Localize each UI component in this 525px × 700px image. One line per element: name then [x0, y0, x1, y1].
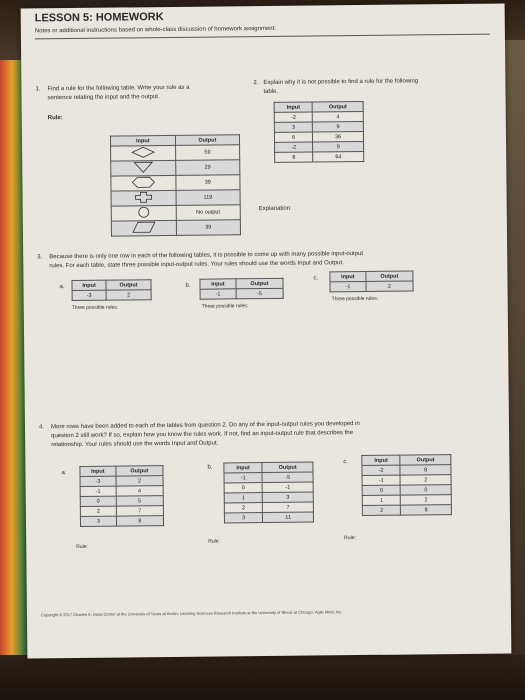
- q4c-letter: c.: [343, 459, 349, 466]
- table-row: [80, 516, 163, 527]
- table-cell: 8: [116, 516, 163, 526]
- q3-text-line1: Because there is only one row in each of the following tables, it is possible to come up with many possible input-output: [49, 250, 364, 261]
- table-cell: 2: [80, 506, 116, 516]
- table-row: [224, 512, 313, 523]
- q2-explanation-label: Explanation:: [258, 205, 292, 213]
- hexagon-shape-cell: [111, 175, 176, 191]
- table-cell: 8: [400, 465, 451, 476]
- q4b-letter: b.: [207, 464, 213, 471]
- table-header: Output: [366, 271, 413, 281]
- parallelogram-shape-cell: [111, 220, 176, 236]
- diamond-shape-cell: [111, 145, 176, 161]
- table-cell: 3: [274, 122, 313, 132]
- table-cell: 39: [176, 175, 240, 191]
- table-header: Input: [110, 135, 175, 146]
- cross-shape-cell: [111, 190, 176, 206]
- table-row: [111, 220, 240, 236]
- lesson-title: LESSON 5: HOMEWORK: [34, 11, 164, 25]
- table-header: Output: [262, 462, 313, 473]
- q3-text-line2: rules. For each table, state three possible input-output rules. Your rules should use the words Input and Output.: [49, 260, 344, 270]
- q3c-table: [329, 270, 413, 292]
- table-cell: 0: [224, 483, 263, 493]
- q4b-table: [223, 462, 314, 524]
- hexagon-icon: [131, 176, 155, 188]
- table-header: Output: [236, 278, 283, 288]
- table-cell: 2: [116, 476, 163, 486]
- q4-number: 4.: [38, 424, 45, 431]
- q1-number: 1.: [35, 86, 41, 93]
- q4a-letter: a.: [61, 470, 67, 477]
- q2-text-line2: table.: [263, 88, 279, 96]
- table-cell: No output: [176, 205, 240, 221]
- table-row: [111, 160, 240, 176]
- table-row: [275, 151, 364, 162]
- table-cell: 2: [106, 290, 151, 300]
- q3c-rules-label: Three possible rules:: [331, 295, 379, 303]
- table-cell: 3: [80, 516, 116, 526]
- table-row: [111, 145, 240, 161]
- table-row: [362, 505, 451, 516]
- table-cell: -3: [80, 476, 116, 486]
- q4a-table: [79, 465, 164, 527]
- q4c-table: [361, 454, 452, 516]
- q3b-letter: b.: [185, 282, 191, 289]
- table-cell: 6: [274, 132, 313, 142]
- table-row: [200, 288, 283, 299]
- q4-text-line3: relationship. Your rules should use the words Input and Output.: [51, 440, 219, 449]
- q1-text-line2: sentence relating the input and the output.: [47, 94, 160, 102]
- table-cell: -1: [80, 486, 116, 496]
- table-header: Output: [116, 466, 163, 476]
- q1-rule-label: Rule:: [47, 115, 63, 122]
- table-header: Input: [330, 271, 366, 281]
- table-row: [111, 205, 240, 221]
- copyright-footer: Copyright © 2017 Charles A. Dana Center at the University of Texas at Austin, Learning Sciences Research Institute at the University of Illinois at Chicago, Agile Mind, Inc.: [40, 609, 343, 618]
- table-row: [330, 281, 413, 292]
- q2-text-line1: Explain why it is not possible to find a rule for the following: [263, 78, 419, 87]
- circle-icon: [132, 206, 156, 218]
- table-row: [111, 175, 240, 191]
- q2-table: [274, 101, 365, 163]
- table-header: Input: [80, 466, 116, 476]
- parallelogram-icon: [132, 221, 156, 233]
- table-cell: 0: [362, 485, 401, 495]
- table-cell: 0: [80, 496, 116, 506]
- q4-text-line2: question 2 still work? If so, explain how you know the rules work. If not, find an input-output rule that describes the: [51, 430, 353, 440]
- q3-number: 3.: [37, 254, 43, 261]
- table-cell: 59: [175, 145, 239, 161]
- table-cell: 119: [176, 190, 240, 206]
- table-cell: 9: [313, 141, 364, 152]
- table-cell: 8: [275, 152, 314, 162]
- table-row: [111, 190, 240, 206]
- table-cell: 1: [362, 495, 401, 505]
- table-cell: -2: [275, 142, 314, 152]
- triangle-shape-cell: [111, 160, 176, 176]
- table-header: Input: [72, 280, 106, 290]
- table-cell: 64: [313, 151, 364, 162]
- table-row: [72, 290, 151, 301]
- table-cell: 8: [401, 505, 452, 516]
- table-header: Output: [106, 280, 151, 290]
- table-cell: 2: [401, 495, 452, 506]
- table-cell: 29: [175, 160, 239, 176]
- table-cell: 2: [362, 505, 401, 515]
- table-cell: -2: [274, 112, 313, 122]
- table-cell: -1: [362, 475, 401, 485]
- table-cell: 5: [116, 496, 163, 506]
- diamond-icon: [131, 146, 155, 158]
- table-cell: 1: [224, 493, 263, 503]
- table-header: Output: [400, 455, 451, 466]
- circle-shape-cell: [111, 205, 176, 221]
- q3a-table: [71, 279, 151, 301]
- table-header: Input: [224, 463, 263, 473]
- table-header: Output: [313, 101, 364, 112]
- table-cell: 11: [263, 512, 314, 523]
- table-cell: 9: [313, 121, 364, 132]
- table-cell: 2: [400, 475, 451, 486]
- q2-number: 2.: [253, 80, 259, 87]
- q1-table: [110, 134, 241, 236]
- table-cell: 4: [313, 111, 364, 122]
- table-cell: 3: [263, 492, 314, 503]
- table-cell: -2: [362, 465, 401, 475]
- triangle-icon: [131, 161, 155, 173]
- table-header: Input: [274, 102, 313, 112]
- q4c-rule-label: Rule:: [344, 535, 356, 542]
- table-cell: -3: [72, 290, 106, 300]
- q3a-letter: a.: [59, 284, 65, 291]
- table-cell: -1: [330, 281, 366, 291]
- q3b-table: [199, 278, 283, 300]
- notes-line: Notes or additional instructions based on whole-class discussion of homework assignment:: [34, 25, 276, 35]
- table-header: Output: [175, 135, 239, 146]
- q4a-rule-label: Rule:: [76, 543, 88, 550]
- table-header: Input: [200, 279, 236, 289]
- table-cell: -1: [262, 482, 313, 493]
- table-cell: 7: [263, 502, 314, 513]
- notes-divider: [35, 34, 490, 40]
- background-bottom: [0, 655, 525, 700]
- table-cell: -1: [224, 473, 263, 483]
- q1-text-line1: Find a rule for the following table. Write your rule as a: [47, 84, 190, 93]
- table-cell: 2: [366, 281, 413, 291]
- table-cell: 0: [401, 485, 452, 496]
- table-cell: 4: [116, 486, 163, 496]
- table-header: Input: [362, 455, 401, 465]
- q3b-rules-label: Three possible rules:: [201, 303, 249, 310]
- q3a-rules-label: Three possible rules:: [71, 304, 119, 312]
- table-cell: 2: [224, 503, 263, 513]
- worksheet-page: [21, 3, 512, 658]
- q4-text-line1: More rows have been added to each of the tables from question 2. Do any of the input-output rules you developed in: [50, 421, 360, 431]
- table-cell: 36: [313, 131, 364, 142]
- table-cell: 7: [116, 506, 163, 516]
- table-cell: 3: [224, 513, 263, 523]
- table-cell: 39: [176, 220, 240, 236]
- cross-shape-icon: [131, 191, 155, 203]
- table-cell: -5: [236, 288, 283, 298]
- q4b-rule-label: Rule:: [208, 538, 220, 545]
- table-cell: -5: [262, 472, 313, 483]
- table-cell: -1: [200, 289, 236, 299]
- q3c-letter: c.: [313, 275, 319, 282]
